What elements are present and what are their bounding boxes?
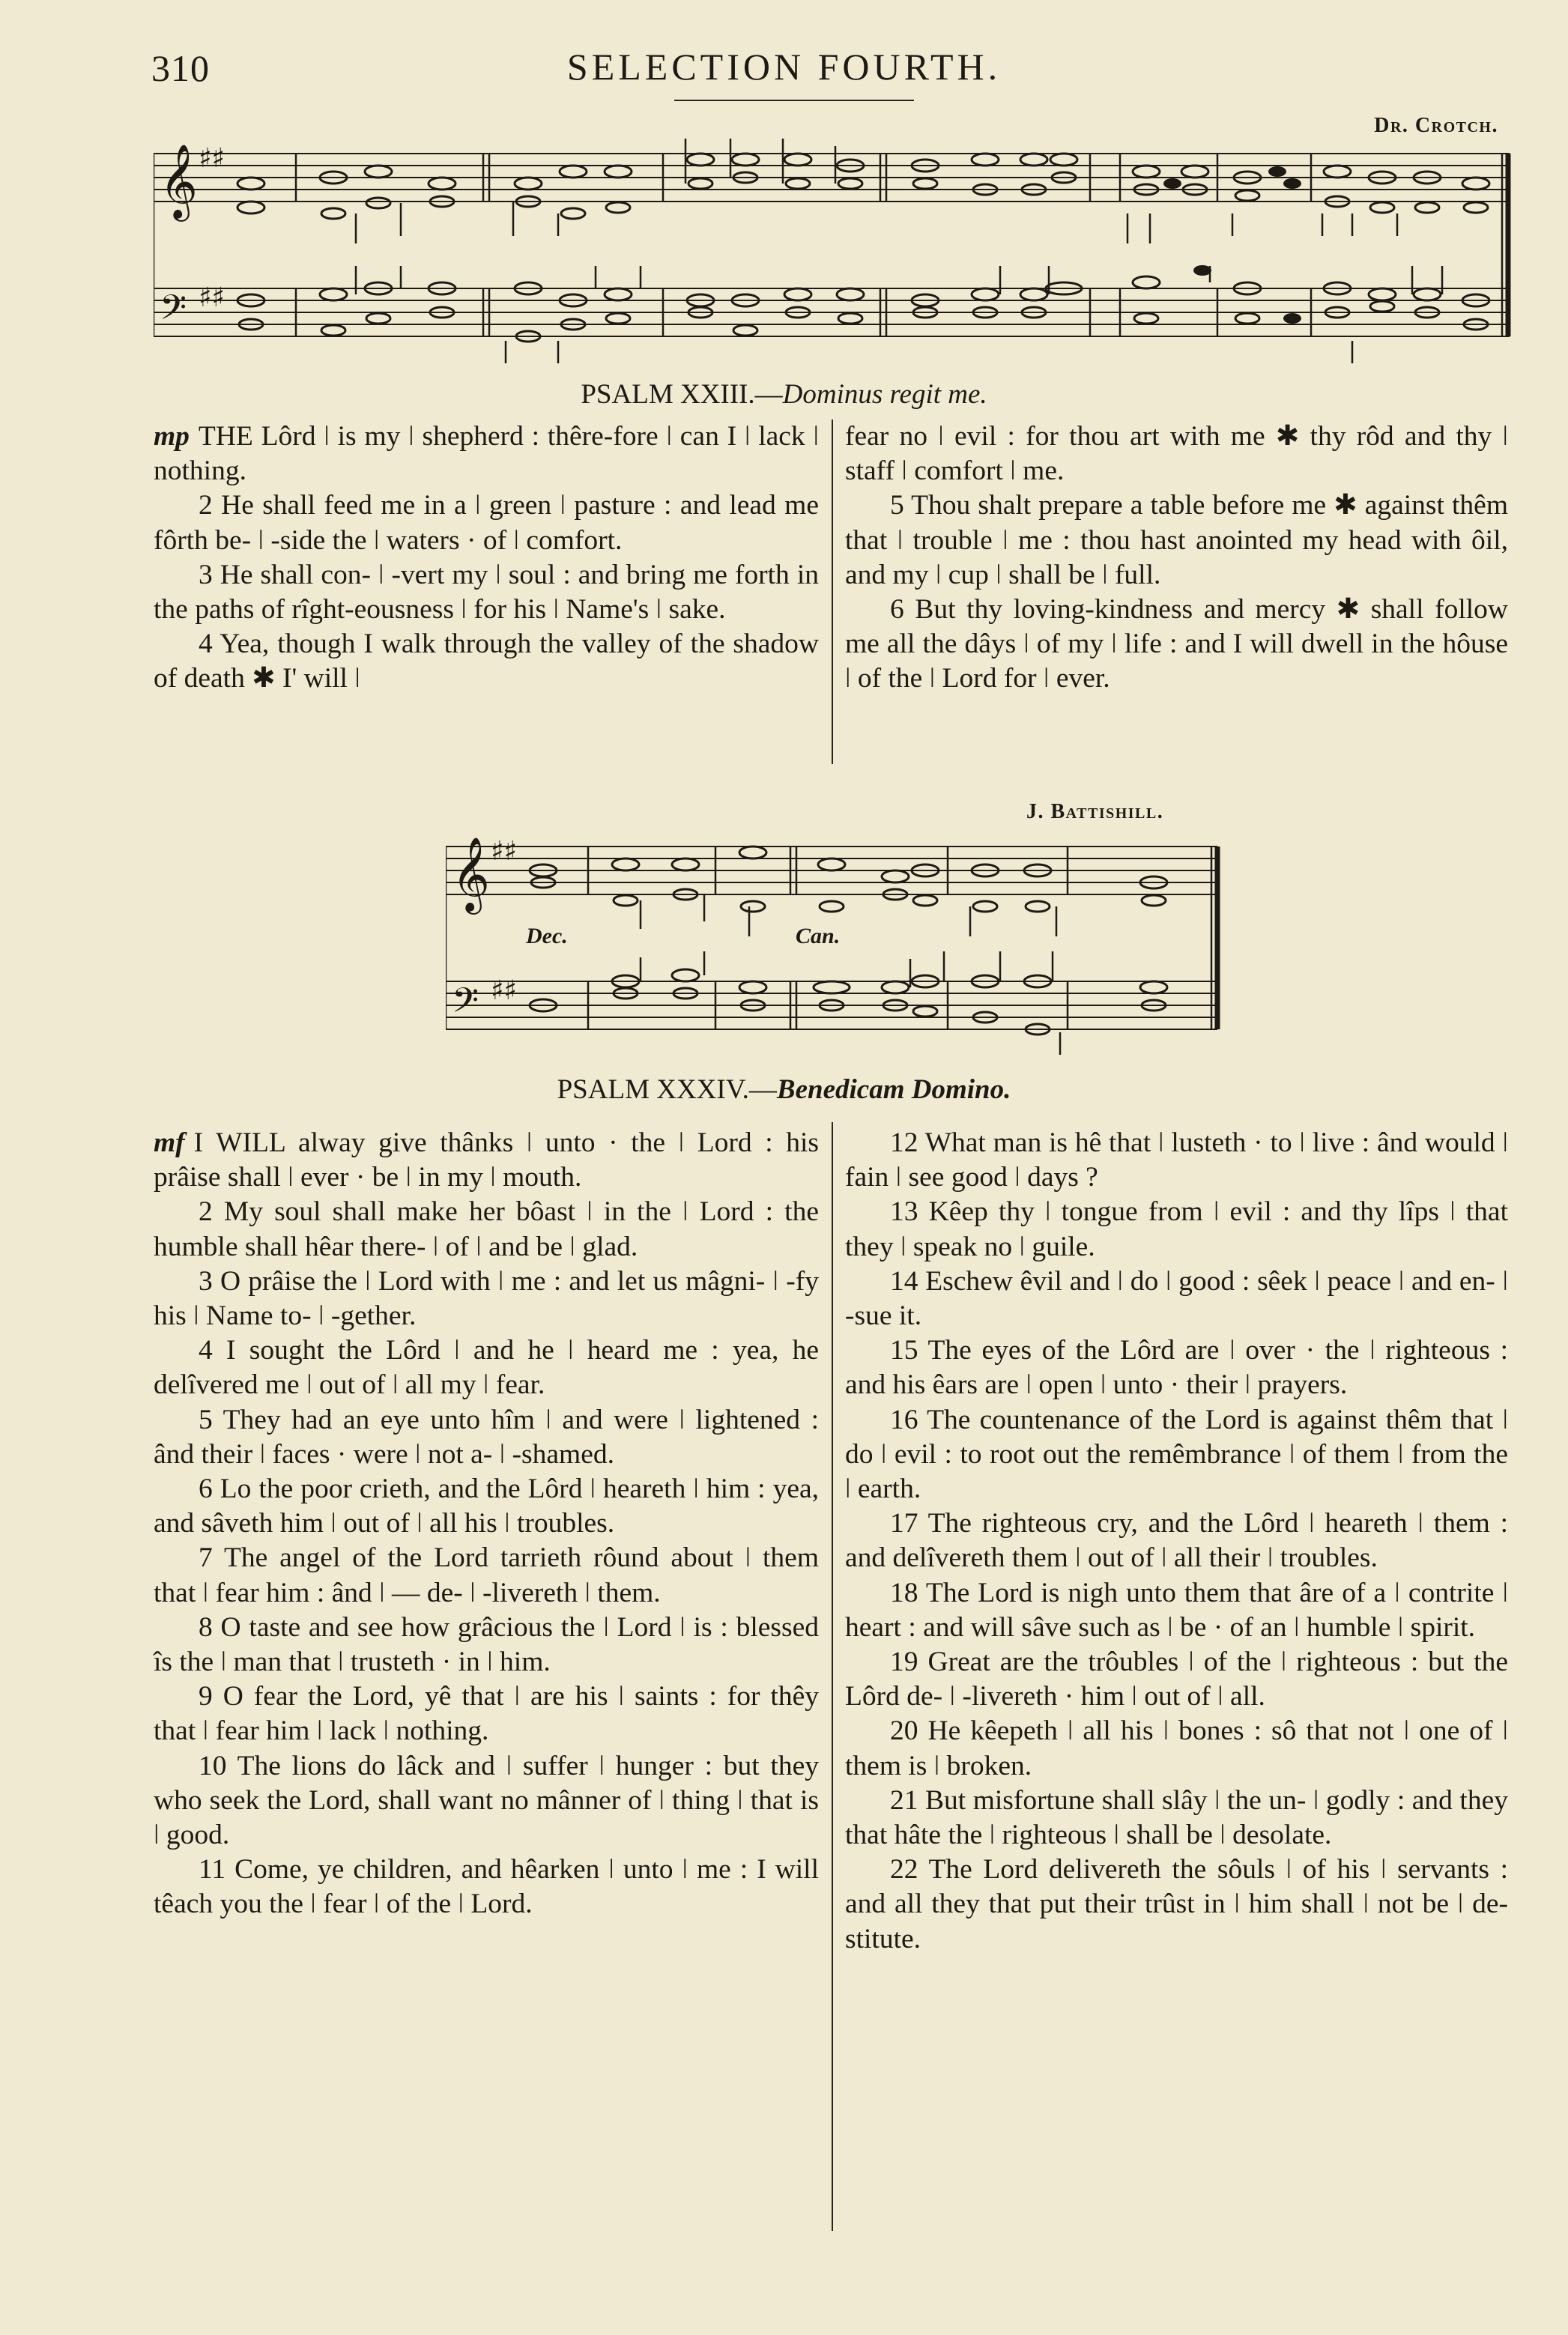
composer-credit: J. Battishill. xyxy=(1026,800,1164,823)
verse: 4 Yea, though I walk through the valley of the shadow of death ✱ I' will ǀ xyxy=(154,629,819,694)
svg-text:𝄞: 𝄞 xyxy=(160,144,198,219)
verse: mf I WILL alway give thânks ǀ unto · the ǀ Lord : his prâise shall ǀ ever · be ǀ in my ǀ mouth. xyxy=(154,1127,819,1193)
verse: 13 Kêep thy ǀ tongue from ǀ evil : and thy lîps ǀ that they ǀ speak no ǀ guile. xyxy=(845,1196,1508,1262)
verse: 20 He kêepeth ǀ all his ǀ bones : sô that not ǀ one of ǀ them is ǀ broken. xyxy=(845,1715,1508,1781)
decani-label: Dec. xyxy=(526,924,568,948)
bass-staff xyxy=(154,288,1510,336)
psalm-34-left-column xyxy=(154,1126,819,1922)
verse: 21 But misfortune shall slây ǀ the un- ǀ godly : and they that hâte the ǀ righteous ǀ shall be ǀ desolate. xyxy=(845,1784,1508,1851)
dynamic-mark: mf xyxy=(154,1127,185,1158)
svg-text:𝄢: 𝄢 xyxy=(452,981,479,1029)
psalm-34-latin-title: Benedicam Domino. xyxy=(776,1074,1011,1105)
verse: 3 O prâise the ǀ Lord with ǀ me : and let us mâgni- ǀ -fy his ǀ Name to- ǀ -gether. xyxy=(154,1265,819,1332)
verse: 9 O fear the Lord, yê that ǀ are his ǀ saints : for thêy that ǀ fear him ǀ lack ǀ nothing. xyxy=(154,1681,819,1747)
composer-credit: Dr. Crotch. xyxy=(1374,114,1498,137)
chant-score-1 xyxy=(154,139,1513,371)
page-number: 310 xyxy=(151,47,210,89)
svg-text:♯♯: ♯♯ xyxy=(491,975,517,1006)
svg-text:𝄞: 𝄞 xyxy=(452,837,490,912)
verse: 7 The angel of the Lord tarrieth rôund about ǀ them that ǀ fear him : ând ǀ — de- ǀ -livereth ǀ them. xyxy=(154,1542,819,1608)
psalm-34-right-column xyxy=(845,1126,1508,1957)
psalm-34-number: PSALM XXXIV.— xyxy=(557,1074,777,1105)
psalm-23-number: PSALM XXIII.— xyxy=(581,379,783,410)
treble-staff xyxy=(154,154,1510,202)
dynamic-mark: mp xyxy=(154,421,190,452)
verse: 2 My soul shall make her bôast ǀ in the ǀ Lord : the humble shall hêar there- ǀ of ǀ and be ǀ glad. xyxy=(154,1196,819,1262)
column-divider xyxy=(832,420,833,764)
verse: fear no ǀ evil : for thou art with me ✱ thy rôd and thy ǀ staff ǀ comfort ǀ me. xyxy=(845,421,1508,487)
verse: 15 The eyes of the Lôrd are ǀ over · the ǀ righteous : and his êars are ǀ open ǀ unto · their ǀ prayers. xyxy=(845,1335,1508,1401)
running-head: SELECTION FOURTH. xyxy=(566,46,1002,88)
psalm-23-heading xyxy=(0,378,1568,411)
psalm-23-left-column xyxy=(154,420,819,697)
column-divider xyxy=(832,1122,833,2231)
verse: 22 The Lord delivereth the sôuls ǀ of his ǀ servants : and all they that put their trûst in ǀ him shall ǀ not be ǀ de-stitute. xyxy=(845,1854,1508,1954)
verse: 2 He shall feed me in a ǀ green ǀ pasture : and lead me fôrth be- ǀ -side the ǀ waters · of ǀ comfort. xyxy=(154,490,819,556)
verse: 8 O taste and see how grâcious the ǀ Lord ǀ is : blessed îs the ǀ man that ǀ trusteth · in ǀ him. xyxy=(154,1611,819,1678)
verse: 14 Eschew êvil and ǀ do ǀ good : sêek ǀ peace ǀ and en- ǀ -sue it. xyxy=(845,1265,1508,1332)
verse: 18 The Lord is nigh unto them that âre of a ǀ contrite ǀ heart : and will sâve such as ǀ be · of an ǀ humble ǀ spirit. xyxy=(845,1577,1508,1643)
svg-text:♯♯: ♯♯ xyxy=(199,282,225,313)
verse: 19 Great are the trôubles ǀ of the ǀ righteous : but the Lôrd de- ǀ -livereth · him ǀ out of ǀ all. xyxy=(845,1647,1508,1712)
svg-text:𝄢: 𝄢 xyxy=(160,288,187,336)
verse: 4 I sought the Lôrd ǀ and he ǀ heard me : yea, he delîvered me ǀ out of ǀ all my ǀ fear. xyxy=(154,1335,819,1401)
psalm-23-right-column xyxy=(845,420,1508,697)
verse: 17 The righteous cry, and the Lôrd ǀ heareth ǀ them : and delîvereth them ǀ out of ǀ all their ǀ troubles. xyxy=(845,1508,1508,1574)
verse: 11 Come, ye children, and hêarken ǀ unto ǀ me : I will têach you the ǀ fear ǀ of the ǀ Lord. xyxy=(154,1854,819,1920)
verse: 6 Lo the poor crieth, and the Lôrd ǀ heareth ǀ him : yea, and sâveth him ǀ out of ǀ all his ǀ troubles. xyxy=(154,1474,819,1539)
verse: 16 The countenance of the Lord is against thêm that ǀ do ǀ evil : to root out the remêmbrance ǀ of them ǀ from the ǀ earth. xyxy=(845,1404,1508,1505)
verse: 12 What man is hê that ǀ lusteth · to ǀ live : ând would ǀ fain ǀ see good ǀ days ? xyxy=(845,1127,1508,1193)
header-rule xyxy=(674,100,914,101)
psalm-23-latin-title: Dominus regit me. xyxy=(782,379,987,410)
verse: 10 The lions do lâck and ǀ suffer ǀ hunger : but they who seek the Lord, shall want no mânner of ǀ thing ǀ that is ǀ good. xyxy=(154,1750,819,1851)
svg-text:♯♯: ♯♯ xyxy=(491,836,517,867)
verse: 3 He shall con- ǀ -vert my ǀ soul : and bring me forth in the paths of rîght-eousness ǀ for his ǀ Name's ǀ sake. xyxy=(154,559,819,626)
verse: 5 They had an eye unto hîm ǀ and were ǀ lightened : ând their ǀ faces · were ǀ not a- ǀ -shamed. xyxy=(154,1404,819,1470)
psalm-34-heading xyxy=(0,1073,1568,1106)
cantoris-label: Can. xyxy=(796,924,841,948)
verse: 6 But thy loving-kindness and mercy ✱ shall follow me all the dâys ǀ of my ǀ life : and I will dwell in the hôuse ǀ of the ǀ Lord for ǀ ever. xyxy=(845,594,1508,694)
verse: mp THE Lôrd ǀ is my ǀ shepherd : thêre-fore ǀ can I ǀ lack ǀ nothing. xyxy=(154,421,819,487)
svg-text:♯♯: ♯♯ xyxy=(199,143,225,174)
verse: 5 Thou shalt prepare a table before me ✱ against thêm that ǀ trouble ǀ me : thou hast anointed my head with ôil, and my ǀ cup ǀ shall be ǀ full. xyxy=(845,490,1508,590)
